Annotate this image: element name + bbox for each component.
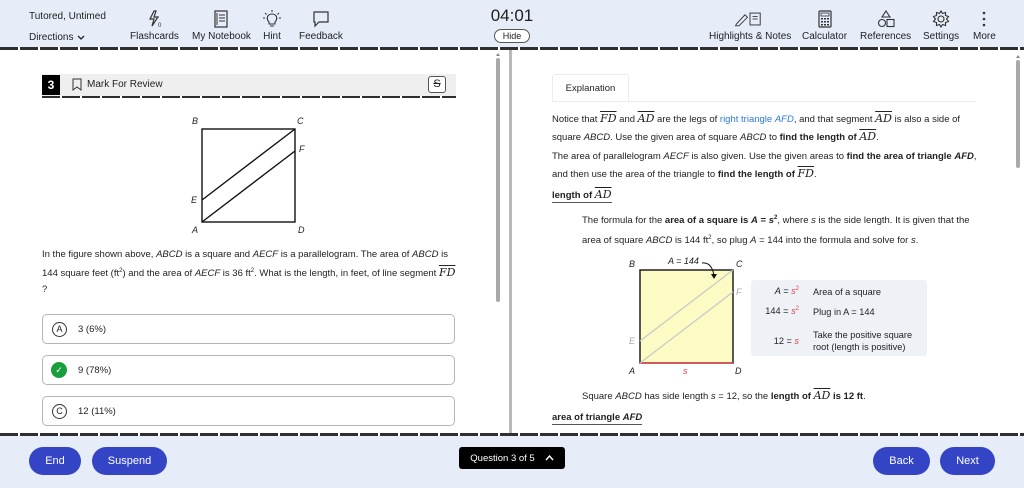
gear-icon [931, 9, 951, 29]
svg-text:s: s [683, 366, 688, 376]
answer-text: 12 (11%) [78, 405, 116, 417]
shapes-icon [876, 9, 896, 29]
feedback-button[interactable] [299, 9, 343, 42]
lightbulb-icon [262, 9, 282, 29]
question-number: 3 [42, 75, 60, 95]
highlights-notes-button[interactable] [709, 9, 791, 42]
calculator-label: Calculator [802, 31, 848, 42]
more-button[interactable] [973, 9, 996, 42]
top-toolbar [0, 0, 1024, 47]
answer-text: 3 (6%) [78, 323, 106, 335]
explanation-paragraph-4: Square ABCD has side length s = 12, so the length of $\overline{AD}$ is 12 ft. [582, 389, 866, 402]
question-navigator-button[interactable] [459, 447, 565, 469]
question-header-divider [42, 96, 456, 98]
feedback-label: Feedback [299, 31, 343, 42]
strikethrough-icon: S [433, 78, 441, 90]
references-label: References [860, 31, 912, 42]
flashcards-icon [144, 9, 164, 29]
svg-text:B: B [192, 116, 199, 126]
right-triangle-link[interactable]: right triangle AFD [719, 114, 794, 125]
notebook-icon [211, 9, 231, 29]
left-scroll-up-arrow[interactable] [496, 53, 500, 56]
equation-steps-box [751, 280, 927, 356]
directions-dropdown[interactable] [29, 32, 106, 43]
highlighter-note-icon [733, 9, 767, 29]
equation-row: $144 = s^2$ Plug in A = 144 [765, 306, 875, 317]
calculator-button[interactable] [802, 9, 847, 42]
svg-text:A: A [192, 225, 199, 235]
svg-text:E: E [629, 336, 636, 346]
timer-value: 04:01 [490, 6, 534, 25]
correct-check-icon: ✓ [51, 362, 67, 378]
right-pane-scrollbar[interactable] [1016, 60, 1020, 168]
tab-underline [552, 101, 976, 102]
svg-text:C: C [736, 259, 743, 269]
chevron-down-icon [77, 35, 85, 41]
timer [480, 6, 544, 44]
my-notebook-button[interactable] [192, 9, 251, 42]
back-button[interactable]: Back [873, 447, 930, 475]
left-pane-scrollbar[interactable] [496, 58, 500, 302]
svg-text:F: F [299, 144, 305, 154]
strikethrough-toggle-button[interactable] [428, 76, 446, 93]
test-mode-label: Tutored, Untimed [29, 11, 106, 22]
flashcards-button[interactable] [130, 9, 179, 42]
chevron-up-icon [545, 455, 554, 461]
svg-text:0: 0 [158, 23, 162, 29]
equation-row: 12 = s Take the positive square root (length is positive) [773, 330, 913, 352]
more-label: More [973, 31, 996, 42]
choice-letter-c: C [52, 404, 67, 419]
flashcards-label: Flashcards [130, 31, 179, 42]
question-figure [188, 112, 318, 237]
next-button[interactable]: Next [940, 447, 995, 475]
mark-for-review-button[interactable] [72, 78, 163, 91]
svg-text:F: F [736, 287, 742, 297]
section-heading-length-ad: length of $\overline{AD}$ [552, 188, 612, 201]
svg-text:A: A [629, 366, 636, 376]
question-header [42, 74, 456, 96]
references-button[interactable] [860, 9, 911, 42]
my-notebook-label: My Notebook [192, 31, 251, 42]
hide-timer-button[interactable]: Hide [494, 29, 531, 43]
highlights-notes-label: Highlights & Notes [709, 31, 792, 42]
hint-button[interactable] [262, 9, 282, 42]
question-text: In the figure shown above, ABCD is a square and AECF is a parallelogram. The area of ABCD is 144 square feet $(ft^2)$ and the area of AECF is 36 $ft^2$. What is the length, in feet, of line segment $\overline{FD}$ ? [42, 249, 456, 296]
hint-label: Hint [263, 31, 281, 42]
svg-text:D: D [735, 366, 742, 376]
question-nav-label: Question 3 of 5 [470, 452, 535, 464]
settings-label: Settings [923, 31, 960, 42]
answer-choice-b[interactable] [42, 355, 455, 385]
speech-bubble-icon [311, 9, 331, 29]
choice-letter-a: A [52, 322, 67, 337]
suspend-button[interactable]: Suspend [92, 447, 167, 475]
answer-choice-a[interactable] [42, 314, 455, 344]
explanation-paragraph-1: Notice that $\overline{FD}$ and $\overline{AD}$ are the legs of right triangle AFD, and that segment $\overline{AD}$ is also a side of square ABCD. Use the given area of square ABCD to find the length of $\overline{AD}$. [552, 112, 961, 143]
bookmark-icon [72, 78, 82, 91]
svg-text:A = 144: A = 144 [668, 256, 699, 266]
end-button[interactable]: End [29, 447, 81, 475]
explanation-paragraph-3: The formula for the area of a square is $A = s^2$, where s is the side length. It is given that the area of square ABCD is 144 $ft^2$, so plug A = 144 into the formula and solve for s. [582, 215, 970, 246]
vertical-dots-icon [974, 9, 994, 29]
settings-button[interactable] [923, 9, 959, 42]
calculator-icon [815, 9, 835, 29]
mark-for-review-label: Mark For Review [87, 79, 163, 90]
tab-explanation[interactable]: Explanation [552, 74, 629, 102]
explanation-diagram [622, 252, 752, 378]
answer-text: 9 (78%) [78, 364, 112, 376]
section-heading-area-afd: area of triangle AFD [552, 412, 643, 423]
answer-choice-c[interactable] [42, 396, 455, 426]
svg-text:D: D [298, 225, 305, 235]
svg-text:C: C [297, 116, 304, 126]
svg-text:E: E [191, 195, 198, 205]
explanation-paragraph-2: The area of parallelogram AECF is also given. Use the given areas to find the area of triangle AFD, and then use the area of the triangle to find the length of $\overline{FD}$. [552, 151, 977, 180]
directions-label: Directions [29, 32, 74, 43]
equation-row: $A = s^2$ Area of a square [774, 286, 881, 297]
right-scroll-up-arrow[interactable] [1016, 55, 1020, 58]
svg-text:B: B [629, 259, 636, 269]
